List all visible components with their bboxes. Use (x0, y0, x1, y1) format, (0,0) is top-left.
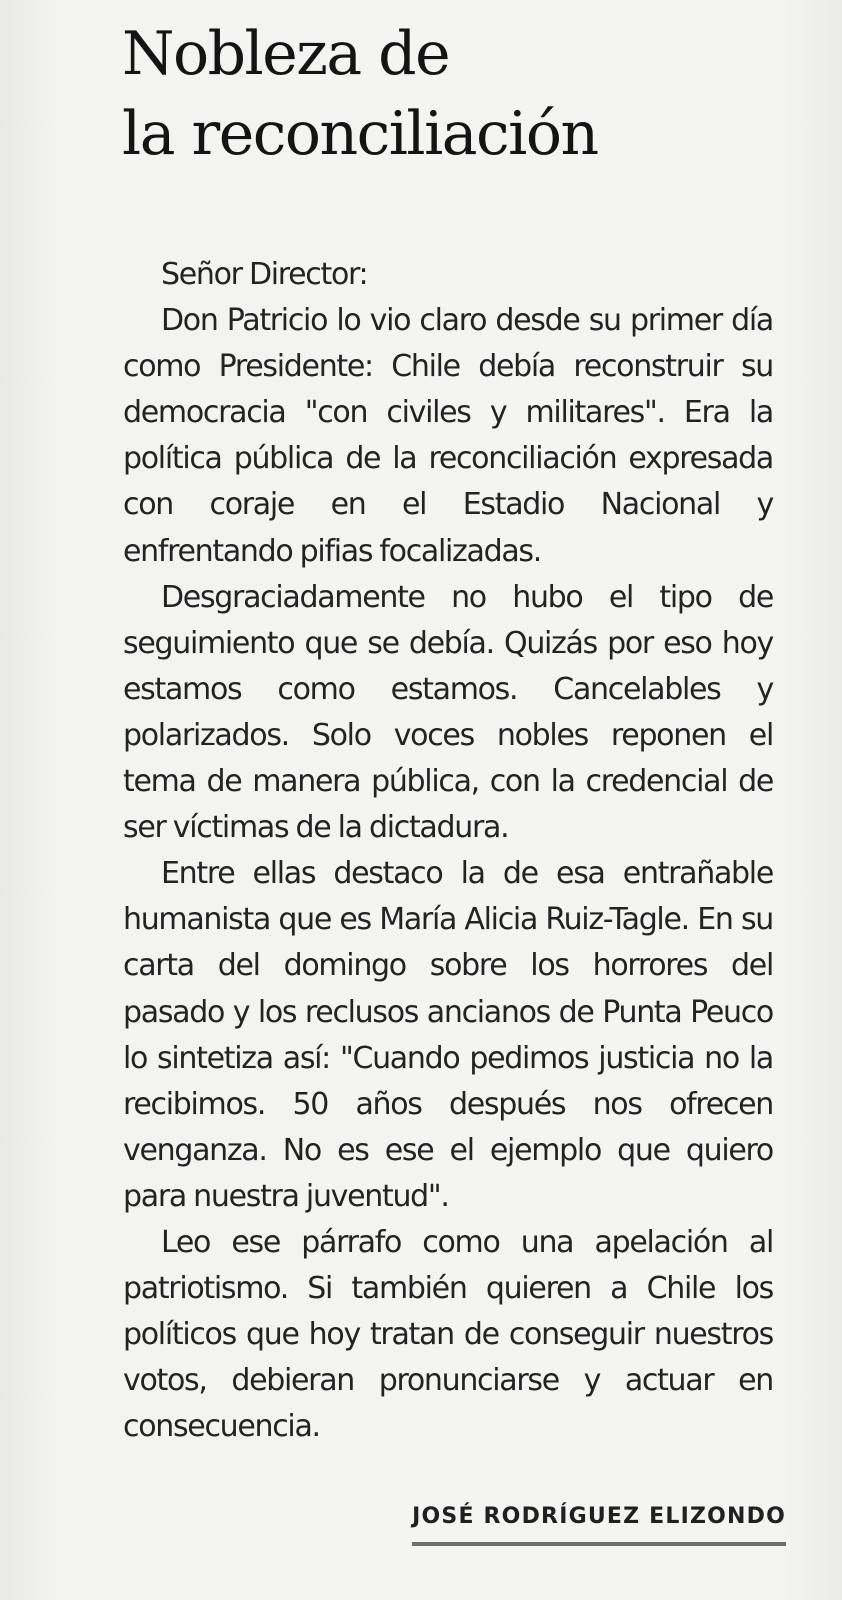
paragraph-2: Desgraciadamente no hubo el tipo de seguimiento que se debía. Quizás por eso hoy estamos como estamos. Cancelables y polarizados. Solo voces nobles reponen el tema de manera pública, con la credencial de ser víctimas de la dictadura. (123, 579, 773, 846)
author-signature: JOSÉ RODRÍGUEZ ELIZONDO (412, 1504, 786, 1529)
letter-body (123, 252, 773, 1450)
headline-line-1: Nobleza de (122, 19, 450, 89)
headline (122, 14, 802, 174)
signature-underline (412, 1542, 786, 1546)
paragraph-3: Entre ellas destaco la de esa entrañable humanista que es María Alicia Ruiz-Tagle. En su carta del domingo sobre los horrores del pasado y los reclusos ancianos de Punta Peuco lo sintetiza así: "Cuando pedimos justicia no la recibimos. 50 años después nos ofrecen venganza. No es ese el ejemplo que quiero para nuestra juventud". (123, 856, 773, 1214)
paragraph-4: Leo ese párrafo como una apelación al patriotismo. Si también quieren a Chile los políticos que hoy tratan de conseguir nuestros votos, debieran pronunciarse y actuar en consecuencia. (123, 1224, 773, 1445)
paragraph-1: Don Patricio lo vio claro desde su primer día como Presidente: Chile debía reconstruir su democracia "con civiles y militares". Era la política pública de la reconciliación expresada con coraje en el Estadio Nacional y enfrentando pifias focalizadas. (123, 303, 773, 569)
headline-line-2: la reconciliación (122, 99, 598, 169)
salutation: Señor Director: (161, 257, 368, 292)
